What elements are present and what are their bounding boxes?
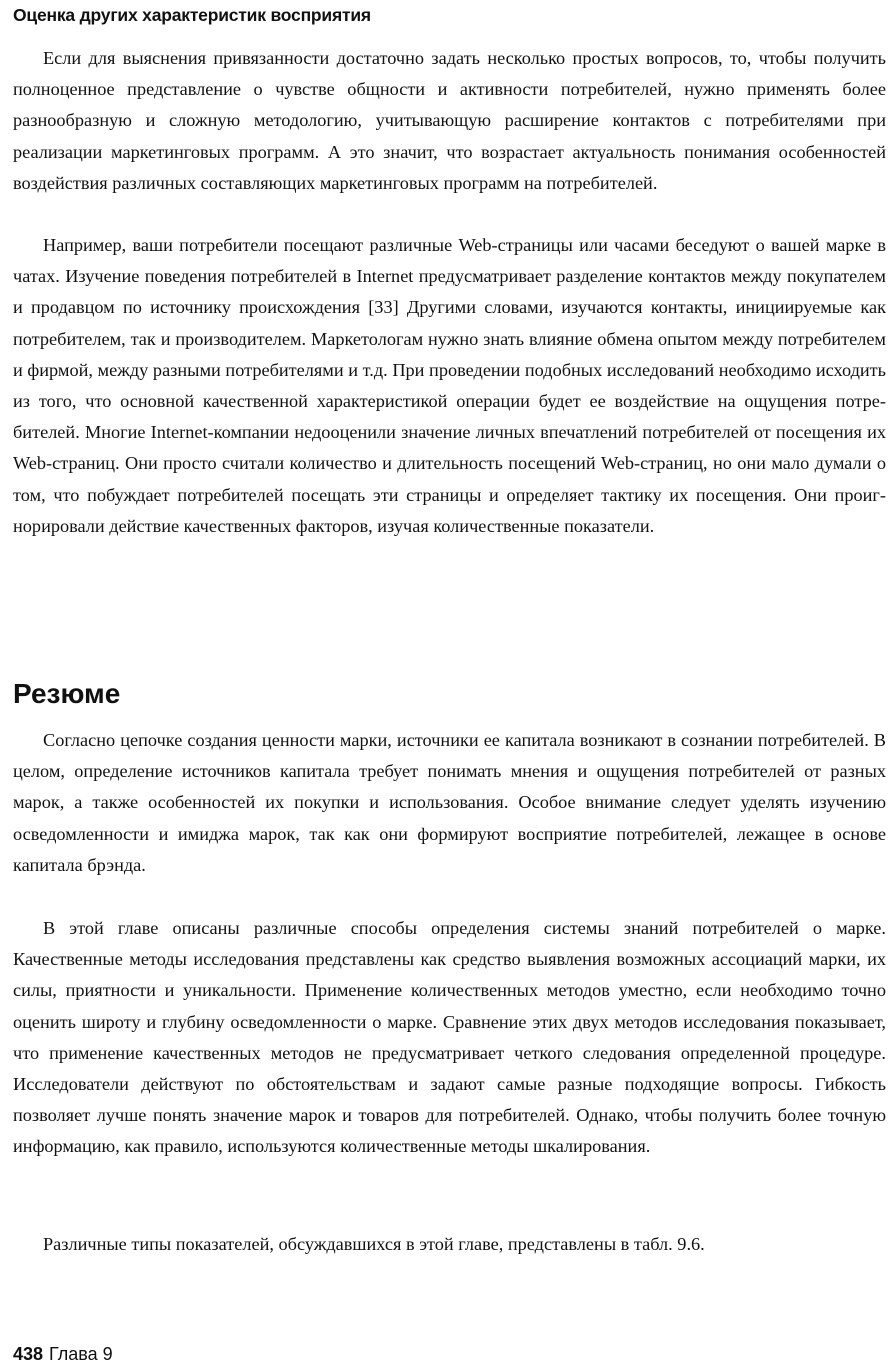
page-footer xyxy=(13,1342,113,1366)
paragraph: Различные типы показателей, обсуждавшихся в этой главе, представлены в табл. 9.6. xyxy=(43,1234,705,1254)
section-heading: Оценка других характеристик восприятия xyxy=(13,5,371,25)
chapter-label: Глава 9 xyxy=(49,1344,113,1364)
paragraph: Если для выяснения привязанности достаточно задать несколько простых вопросов, то, чтобы получить полноценное представление о чувстве общности и активности потребителей, нужно применять более разнообразную и сложную методологию, учитывающую расширение контактов с потребителями при реализации маркетинговых программ. А это значит, что возрастает актуальность понимания особенностей воздействия различных составляющих маркетинговых программ на потребителей. xyxy=(13,48,886,193)
paragraph: Согласно цепочке создания ценности марки, источники ее капитала возникают в сознании потребителей. В целом, определение источников капитала требует понимать мнения и ощущения потребителей от разных марок, а также особенностей их покупки и использования. Особое внимание следует уделять изучению осведомленности и имиджа марок, так как они формируют восприятие потребителей, лежащее в основе капитала брэнда. xyxy=(13,730,886,875)
paragraph: Например, ваши потребители посещают различные Web-страницы или часами беседуют о вашей марке в чатах. Изучение поведения потребителей в Internet предусматривает разделение контактов между покупателем и продавцом по источнику происхождения [33] Другими словами, изучаются контакты, инициируемые как потребителем, так и производителем. Маркетологам нужно знать влияние обмена опытом между потребителем и фирмой, между разными потребителями и т.д. При проведении подобных исследований необходимо исходить из того, что основной качественной характеристикой операции будет ее воздействие на ощущения потребителей. Многие Internet-компании недооценили значение личных впечатлений потребителей от посещения их Web-страниц. Они просто считали количество и длительность посещений Web-страниц, но они мало думали о том, что побуждает потребителей посещать эти страницы и определяет тактику их посещения. Они проигнорировали действие качественных факторов, изучая количественные показатели. xyxy=(13,235,886,536)
resume-heading: Резюме xyxy=(13,678,121,709)
paragraph: В этой главе описаны различные способы определения системы знаний потребителей о марке. Качественные методы исследования представлены как средство выявления возможных ассоциаций марки, их силы, приятности и уникальности. Применение количественных методов уместно, если необходимо точно оценить широту и глубину осведомленности о марке. Сравнение этих двух методов исследования показывает, что применение качественных методов не предусматривает четкого следования определенной процедуре. Исследователи действуют по обстоятельствам и задают самые разные подходящие вопросы. Гибкость позволяет лучше понять значение марок и товаров для потребителей. Однако, чтобы получить более точную информацию, как правило, используются количественные методы шкалирования. xyxy=(13,918,886,1157)
page-number: 438 xyxy=(13,1344,44,1364)
